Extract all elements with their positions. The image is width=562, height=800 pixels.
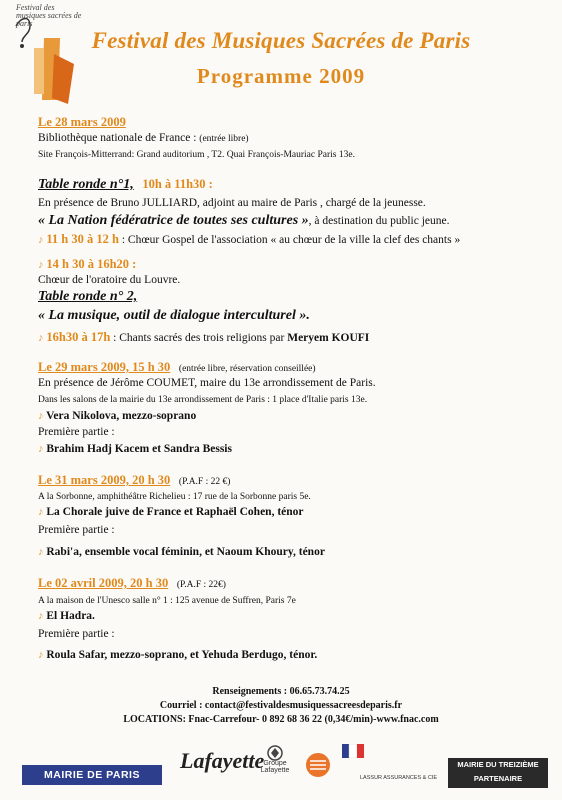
note-bullet-icon: ♪ (38, 234, 44, 246)
first-part-label: Première partie : (38, 628, 115, 640)
round-table-1: Table ronde n°1, 10h à 11h30 : (38, 177, 213, 192)
address-line: A la maison de l'Unesco salle n° 1 : 125 avenue de Suffren, Paris 7e (38, 596, 296, 606)
note-bullet-icon: ♪ (38, 506, 44, 518)
logo-text: Festival des musiques sacrées de paris (16, 3, 82, 28)
note-bullet-icon: ♪ (38, 259, 44, 271)
artist-line: ♪ El Hadra. (38, 610, 95, 622)
artist-line: ♪ Rabi'a, ensemble vocal féminin, et Naoum Khoury, ténor (38, 546, 325, 558)
lassurance-logo: LASSUR ASSURANCES & CIE (360, 775, 438, 781)
info-email[interactable]: Courriel : contact@festivaldesmusiquessacreesdeparis.fr (159, 700, 403, 711)
date-heading: Le 28 mars 2009 (38, 115, 126, 129)
theme-line: « La musique, outil de dialogue interculturel ». (38, 308, 310, 323)
address-line: Site François-Mitterrand: Grand auditorium , T2. Quai François-Mauriac Paris 13e. (38, 150, 355, 160)
page-title: Festival des Musiques Sacrées de Paris (91, 28, 471, 53)
note-bullet-icon: ♪ (38, 546, 44, 558)
orange-circle-logo-icon (305, 752, 331, 778)
artist-line: ♪ Vera Nikolova, mezzo-soprano (38, 410, 197, 422)
note-bullet-icon: ♪ (38, 410, 44, 422)
theme-line: « La Nation fédératrice de toutes ses cultures », à destination du public jeune. (38, 213, 450, 228)
address-line: Dans les salons de la mairie du 13e arrondissement de Paris : 1 place d'Italie paris 13e. (38, 395, 368, 405)
note-bullet-icon: ♪ (38, 443, 44, 455)
republique-francaise-icon (342, 744, 364, 758)
note-bullet-icon: ♪ (38, 610, 44, 622)
artist-line: ♪ Roula Safar, mezzo-soprano, et Yehuda Berdugo, ténor. (38, 649, 318, 661)
artist-line: ♪ La Chorale juive de France et Raphaël Cohen, ténor (38, 506, 304, 518)
groupe-lafayette-label: Groupe Lafayette (260, 760, 290, 774)
mairie-13-partner-logo: MAIRIE DU TREIZIÈME PARTENAIRE (448, 758, 548, 788)
session-text: Chœur de l'oratoire du Louvre. (38, 274, 181, 286)
page-subtitle: Programme 2009 (196, 64, 366, 88)
presence-line: En présence de Bruno JULLIARD, adjoint au maire de Paris , chargé de la jeunesse. (38, 197, 426, 209)
session-line: ♪ 16h30 à 17h : Chants sacrés des trois religions par Meryem KOUFI (38, 330, 370, 344)
note-bullet-icon: ♪ (38, 332, 44, 344)
first-part-label: Première partie : (38, 426, 115, 438)
artist-line: ♪ Brahim Hadj Kacem et Sandra Bessis (38, 443, 232, 455)
mairie-de-paris-logo: MAIRIE DE PARIS (22, 765, 162, 785)
presence-line: En présence de Jérôme COUMET, maire du 13e arrondissement de Paris. (38, 377, 376, 389)
info-phone: Renseignements : 06.65.73.74.25 (212, 686, 350, 697)
date-heading: Le 02 avril 2009, 20 h 30 (P.A.F : 22€) (38, 576, 226, 590)
first-part-label: Première partie : (38, 524, 115, 536)
session-line: ♪ 14 h 30 à 16h20 : (38, 257, 137, 271)
venue-line: Bibliothèque nationale de France : (entrée libre) (38, 132, 249, 144)
note-bullet-icon: ♪ (38, 649, 44, 661)
address-line: A la Sorbonne, amphithéâtre Richelieu : 17 rue de la Sorbonne paris 5e. (38, 492, 311, 502)
session-line: ♪ 11 h 30 à 12 h : Chœur Gospel de l'association « au chœur de la ville la clef des chants » (38, 232, 461, 246)
info-locations: LOCATIONS: Fnac-Carrefour- 0 892 68 36 22 (0,34€/min)-www.fnac.com (123, 714, 439, 725)
round-table-2: Table ronde n° 2, (38, 289, 138, 304)
date-heading: Le 29 mars 2009, 15 h 30 (entrée libre, réservation conseillée) (38, 360, 316, 374)
date-heading: Le 31 mars 2009, 20 h 30 (P.A.F : 22 €) (38, 473, 231, 487)
lafayette-logo: Lafayette (180, 748, 265, 773)
